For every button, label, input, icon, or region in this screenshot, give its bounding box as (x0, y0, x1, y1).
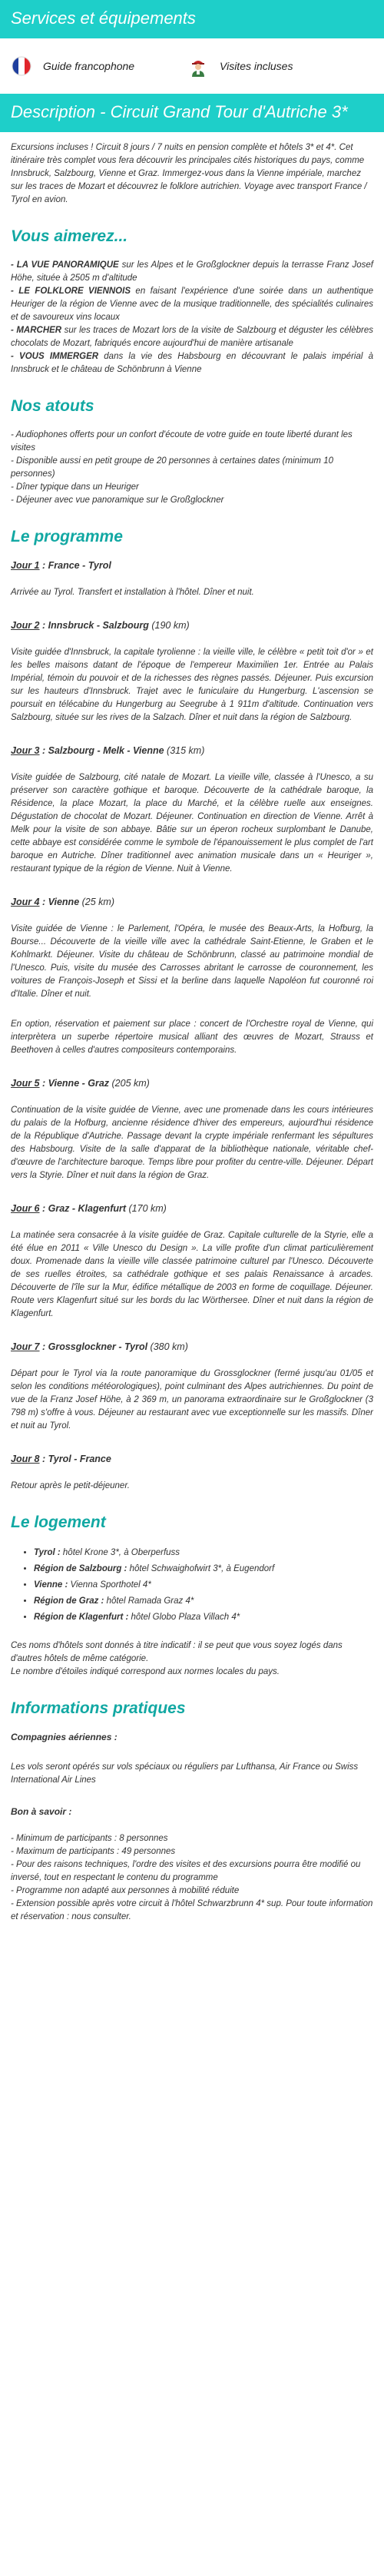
lodging-item: • Région de Salzbourg : hôtel Schwaighofwirt 3*, à Eugendorf (34, 1561, 373, 1577)
lodging-item: • Région de Klagenfurt : hôtel Globo Plaza Villach 4* (34, 1610, 373, 1626)
know-item: - Pour des raisons techniques, l'ordre des visites et des excursions pourra être modifié ou inversé, tout en respectant le contenu du programme (11, 1860, 361, 1882)
atout-item: - Déjeuner avec vue panoramique sur le Großglockner (11, 496, 224, 505)
love-item: - LA VUE PANORAMIQUE sur les Alpes et le Großglockner depuis la terrasse Franz Josef Höhe, située à 2505 m d'altitude (11, 260, 373, 283)
day-text: Visite guidée de Vienne : le Parlement, l'Opéra, le musée des Beaux-Arts, la Hofburg, la Bourse... Découverte de la vieille ville avec la cathédrale Saint-Etienne, le Graben et le Kohlmarkt. Déjeuner. Visite du château de Schönbrunn, classé au patrimoine mondial de l'Unesco. Puis, visite du musée des Carrosses abritant le carrosse de couronnement, les voitures de François-Joseph et Sissi et la berline dans laquelle Napoléon fut couronné roi d'Italie. Dîner et nuit. (11, 924, 373, 999)
service-french-guide (11, 55, 187, 77)
day-option-text: En option, réservation et paiement sur place : concert de l'Orchestre royal de Vienne, qui interprètera un superbe répertoire musical alliant des œuvres de Mozart, Strauss et Beethoven à celles d'autres compositeurs contemporains. (11, 1019, 373, 1055)
day-title: Jour 1 : France - Tyrol (11, 560, 111, 571)
know-item: - Programme non adapté aux personnes à mobilité réduite (11, 1886, 240, 1895)
day-text: Départ pour le Tyrol via la route panoramique du Grossglockner (fermé jusqu'au 01/05 et selon les conditions météorologiques), point culminant des Alpes autrichiennes. Du point de vue de la Franz Josef Höhe, à 2 369 m, un panorama extraordinaire sur le Großglockner (3 798 m) s'offre à vous. Déjeuner au restaurant avec vue exceptionnelle sur les massifs. Dîner et nuit au Tyrol. (11, 1369, 373, 1431)
day-title: Jour 7 : Grossglockner - Tyrol (380 km) (11, 1341, 188, 1352)
atout-item: - Dîner typique dans un Heuriger (11, 482, 139, 492)
day-4 (11, 896, 373, 1057)
know-item: - Extension possible après votre circuit à l'hôtel Schwarzbrunn 4* sup. Pour toute information et réservation : nous consulter. (11, 1899, 373, 1921)
day-title: Jour 6 : Graz - Klagenfurt (170 km) (11, 1203, 167, 1214)
day-text: La matinée sera consacrée à la visite guidée de Graz. Capitale culturelle de la Styrie, elle a été élue en 2011 « Ville Unesco du Design ». La ville profite d'un climat particulièrement doux. Promenade dans la vieille ville classée patrimoine culturel par l'Unesco. Découverte de ses ruelles étroites, sa cathédrale gothique et ses palais Renaissance à arcades. Découverte de l'île sur la Mur, édifice métallique de 2003 en forme de coquillage. Déjeuner. Route vers Klagenfurt situé sur les bords du lac Wörthersee. Dîner et nuit dans la région de Klagenfurt. (11, 1231, 373, 1318)
airlines-title: Compagnies aériennes : (11, 1732, 118, 1742)
lodging-item: • Région de Graz : hôtel Ramada Graz 4* (34, 1593, 373, 1610)
atout-item: - Disponible aussi en petit groupe de 20 personnes à certaines dates (minimum 10 personnes) (11, 456, 333, 479)
know-item: - Maximum de participants : 49 personnes (11, 1847, 176, 1856)
day-1 (11, 559, 373, 599)
day-title: Jour 8 : Tyrol - France (11, 1454, 111, 1464)
description-banner (0, 94, 384, 132)
description-text: Excursions incluses ! Circuit 8 jours / 7 nuits en pension complète et hôtels 3* et 4*. Cet itinéraire très complet vous fera découvrir les principales cités historiques du pays, comme Innsbruck, Salzbourg, Vienne et Graz. Immergez-vous dans la Vienne impériale, marchez sur les traces de Mozart et découvrez le folklore autrichien. Voyage avec transport France / Tyrol en avion. (11, 143, 367, 204)
french-flag-icon (11, 55, 32, 77)
lodging-note: Ces noms d'hôtels sont donnés à titre indicatif : il se peut que vous soyez logés dans d'autres hôtels de même catégorie. (11, 1641, 343, 1663)
love-item: - LE FOLKLORE VIENNOIS en faisant l'expérience d'une soirée dans un authentique Heuriger de la région de Vienne avec de la musique traditionnelle, des spécialités culinaires et de savoureux vins locaux (11, 287, 374, 322)
main-content (0, 132, 384, 1924)
programme-heading: Le programme (11, 528, 123, 545)
day-5 (11, 1077, 373, 1182)
guide-person-icon (187, 55, 209, 77)
atouts-list (11, 429, 373, 507)
day-title: Jour 3 : Salzbourg - Melk - Vienne (315 km) (11, 745, 205, 756)
day-title: Jour 2 : Innsbruck - Salzbourg (190 km) (11, 620, 190, 631)
services-title: Services et équipements (11, 8, 196, 28)
know-title: Bon à savoir : (11, 1806, 72, 1817)
love-item: - MARCHER sur les traces de Mozart lors de la visite de Salzbourg et déguster les célèbres chocolats de Mozart, fabriqués encore aujourd'hui de manière artisanale (11, 326, 373, 348)
infos-heading: Informations pratiques (11, 1699, 186, 1717)
day-text: Arrivée au Tyrol. Transfert et installation à l'hôtel. Dîner et nuit. (11, 588, 254, 597)
know-item: - Minimum de participants : 8 personnes (11, 1834, 168, 1843)
day-3 (11, 744, 373, 876)
atout-item: - Audiophones offerts pour un confort d'écoute de votre guide en toute liberté durant les visites (11, 430, 353, 453)
day-text: Visite guidée d'Innsbruck, la capitale tyrolienne : la vieille ville, le célèbre « petit toit d'or » et les belles maisons datant de l'époque de l'empereur Maximilien 1er. Entrée au Palais Impérial, témoin du pouvoir et de la richesses des règnes passés. Déjeuner. Puis excursion sur les hauteurs d'Innsbruck. Trajet avec le funiculaire du Hungerburg. L'ascension se poursuit en télécabine du Hungerburg au Seegrube à 1 911m d'altitude. Continuation vers Salzbourg, située sur les rives de la Salzach. Dîner et nuit dans la région de Salzbourg. (11, 648, 373, 722)
description-title: Description - Circuit Grand Tour d'Autriche 3* (11, 102, 348, 121)
day-8 (11, 1453, 373, 1493)
love-list (11, 259, 373, 376)
airlines-text: Les vols seront opérés sur vols spéciaux ou réguliers par Lufthansa, Air France ou Swiss International Air Lines (11, 1762, 359, 1785)
lodging-item: • Tyrol : hôtel Krone 3*, à Oberperfuss (34, 1545, 373, 1561)
day-text: Retour après le petit-déjeuner. (11, 1481, 130, 1490)
service-visits (187, 55, 364, 77)
love-item: - VOUS IMMERGER dans la vie des Habsbourg en découvrant le palais impérial à Innsbruck et le château de Schönbrunn à Vienne (11, 352, 373, 374)
day-title: Jour 4 : Vienne (25 km) (11, 897, 114, 907)
services-list (0, 38, 384, 94)
service-label: Visites incluses (220, 59, 293, 72)
services-banner (0, 0, 384, 38)
lodging-list (11, 1545, 373, 1626)
service-label: Guide francophone (43, 59, 135, 72)
know-list (11, 1832, 373, 1924)
love-heading: Vous aimerez... (11, 227, 128, 245)
day-title: Jour 5 : Vienne - Graz (205 km) (11, 1078, 150, 1089)
logement-heading: Le logement (11, 1513, 106, 1531)
lodging-item: • Vienne : Vienna Sporthotel 4* (34, 1577, 373, 1593)
day-text: Visite guidée de Salzbourg, cité natale de Mozart. La vieille ville, classée à l'Unesco, a su préserver son caractère gothique et baroque. Découverte de la cathédrale baroque, la Résidence, la place Mozart, la place du Marché, et la célèbre ruelle aux enseignes. Dégustation de chocolat de Mozart. Déjeuner. Continuation en direction de Vienne. Arrêt à Melk pour la visite de son abbaye. Bâtie sur un éperon rocheux surplombant le Danube, cette abbaye est considérée comme le symbole de l'épanouissement le plus complet de l'art baroque en Autriche. Dîner traditionnel avec animation musicale dans un « Heuriger », restaurant typique de la région de Vienne. Nuit à Vienne. (11, 773, 373, 874)
day-6 (11, 1202, 373, 1321)
day-7 (11, 1341, 373, 1433)
lodging-note: Le nombre d'étoiles indiqué correspond aux normes locales du pays. (11, 1667, 280, 1676)
day-text: Continuation de la visite guidée de Vienne, avec une promenade dans les cours intérieures du palais de la Hofburg, ancienne résidence d'hiver des empereurs, aujourd'hui résidence de la République d'Autriche. Passage devant la crypte impériale renfermant les sépultures des Habsbourg. Visite de la salle d'apparat de la bibliothèque nationale, véritable chef-d'œuvre de l'architecture baroque. Temps libre pour profiter du centre-ville. Déjeuner. Départ vers la Styrie. Dîner et nuit dans la région de Graz. (11, 1106, 373, 1180)
day-2 (11, 619, 373, 724)
atouts-heading: Nos atouts (11, 397, 94, 415)
